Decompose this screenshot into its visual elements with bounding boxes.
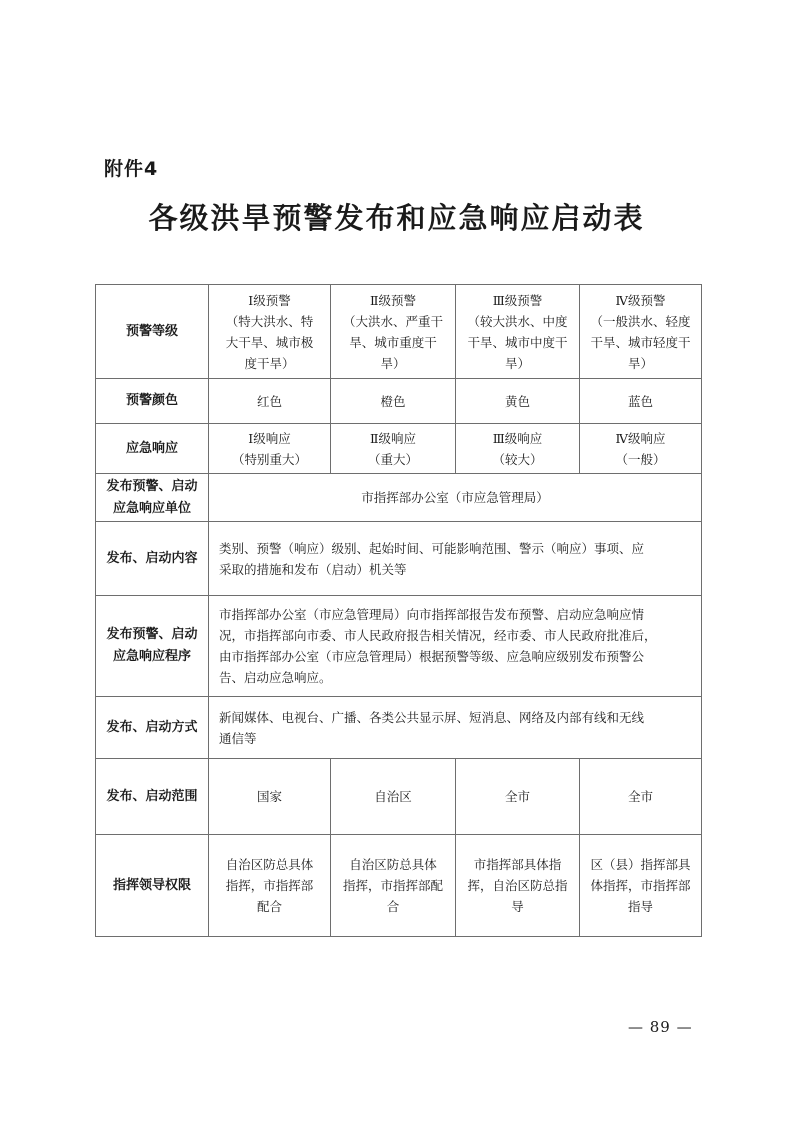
scope-level-3: 全市 bbox=[456, 759, 580, 835]
level-1-line-1: Ⅰ级预警 bbox=[248, 292, 291, 308]
response-4-desc: （一般） bbox=[615, 451, 666, 467]
content-line-1: 类别、预警（响应）级别、起始时间、可能影响范围、警示（响应）事项、应 bbox=[219, 540, 645, 556]
scope-level-2: 自治区 bbox=[331, 759, 456, 835]
page-number: — 89 — bbox=[628, 1018, 693, 1036]
command-level-4 bbox=[580, 835, 702, 937]
level-1-line-2: （特大洪水、特 bbox=[225, 313, 314, 329]
command-4-line-1: 区（县）指挥部具 bbox=[590, 857, 691, 872]
header-procedure bbox=[96, 596, 209, 697]
header-issuing-unit-line-1: 发布预警、启动 bbox=[106, 478, 198, 494]
procedure-line-2: 况，市指挥部向市委、市人民政府报告相关情况，经市委、市人民政府批准后， bbox=[219, 628, 657, 643]
method-line-2: 通信等 bbox=[219, 730, 257, 746]
row-scope bbox=[96, 759, 702, 835]
command-1-line-3: 配合 bbox=[256, 899, 282, 914]
issuing-unit-value: 市指挥部办公室（市应急管理局） bbox=[209, 474, 702, 522]
response-1-desc: （特别重大） bbox=[231, 451, 307, 467]
command-level-1 bbox=[209, 835, 331, 937]
row-content bbox=[96, 522, 702, 596]
color-orange: 橙色 bbox=[331, 379, 456, 424]
annex-label: 附件4 bbox=[104, 158, 159, 180]
header-method: 发布、启动方式 bbox=[96, 697, 209, 759]
command-2-line-1: 自治区防总具体 bbox=[349, 857, 437, 872]
header-scope: 发布、启动范围 bbox=[96, 759, 209, 835]
color-red: 红色 bbox=[209, 379, 331, 424]
level-1-line-4: 度干旱） bbox=[244, 355, 295, 371]
level-4-line-2: （一般洪水、轻度 bbox=[590, 313, 691, 329]
row-issuing-unit bbox=[96, 474, 702, 522]
response-4 bbox=[580, 424, 702, 474]
cell-level-1 bbox=[209, 285, 331, 379]
command-1-line-1: 自治区防总具体 bbox=[225, 857, 314, 872]
level-3-line-2: （较大洪水、中度 bbox=[467, 313, 568, 329]
level-4-line-4: 旱） bbox=[627, 355, 653, 371]
response-4-level: Ⅳ级响应 bbox=[615, 430, 666, 446]
header-procedure-line-2: 应急响应程序 bbox=[112, 649, 191, 664]
level-3-line-1: Ⅲ级预警 bbox=[492, 292, 543, 308]
header-command: 指挥领导权限 bbox=[96, 835, 209, 937]
level-1-line-3: 大干旱、城市极 bbox=[225, 334, 314, 350]
method-line-1: 新闻媒体、电视台、广播、各类公共显示屏、短消息、网络及内部有线和无线 bbox=[219, 709, 645, 725]
level-2-line-4: 旱） bbox=[380, 355, 406, 371]
row-procedure bbox=[96, 596, 702, 697]
row-method bbox=[96, 697, 702, 759]
level-2-line-2: （大洪水、严重干 bbox=[342, 313, 443, 329]
level-2-line-1: Ⅱ级预警 bbox=[370, 292, 416, 308]
response-2-level: Ⅱ级响应 bbox=[370, 430, 416, 446]
row-warning-level bbox=[96, 285, 702, 379]
level-3-line-3: 干旱、城市中度干 bbox=[467, 334, 568, 350]
response-3 bbox=[456, 424, 580, 474]
level-3-line-4: 旱） bbox=[504, 355, 530, 371]
command-3-line-3: 导 bbox=[511, 899, 524, 914]
color-yellow: 黄色 bbox=[456, 379, 580, 424]
response-3-level: Ⅲ级响应 bbox=[492, 430, 543, 446]
content-line-2: 采取的措施和发布（启动）机关等 bbox=[219, 561, 407, 577]
command-4-line-3: 指导 bbox=[627, 899, 653, 914]
row-emergency-response bbox=[96, 424, 702, 474]
command-1-line-2: 指挥，市指挥部 bbox=[225, 878, 314, 893]
response-1-level: Ⅰ级响应 bbox=[248, 430, 291, 446]
command-level-2 bbox=[331, 835, 456, 937]
header-emergency-response: 应急响应 bbox=[96, 424, 209, 474]
level-4-line-3: 干旱、城市轻度干 bbox=[590, 334, 691, 350]
row-warning-color bbox=[96, 379, 702, 424]
command-3-line-1: 市指挥部具体指 bbox=[473, 857, 562, 872]
command-2-line-2: 指挥，市指挥部配 bbox=[342, 878, 443, 893]
level-4-line-1: Ⅳ级预警 bbox=[615, 292, 666, 308]
header-issuing-unit-line-2: 应急响应单位 bbox=[112, 500, 191, 516]
cell-level-3 bbox=[456, 285, 580, 379]
header-issuing-unit bbox=[96, 474, 209, 522]
scope-level-4: 全市 bbox=[580, 759, 702, 835]
header-content: 发布、启动内容 bbox=[96, 522, 209, 596]
response-1 bbox=[209, 424, 331, 474]
content-value bbox=[209, 522, 702, 596]
command-level-3 bbox=[456, 835, 580, 937]
header-procedure-line-1: 发布预警、启动 bbox=[106, 627, 198, 642]
row-command bbox=[96, 835, 702, 937]
header-warning-level: 预警等级 bbox=[96, 285, 209, 379]
procedure-line-4: 告、启动应急响应。 bbox=[219, 670, 332, 685]
procedure-value bbox=[209, 596, 702, 697]
response-2-desc: （重大） bbox=[367, 451, 418, 467]
response-2 bbox=[331, 424, 456, 474]
cell-level-2 bbox=[331, 285, 456, 379]
cell-level-4 bbox=[580, 285, 702, 379]
level-2-line-3: 旱、城市重度干 bbox=[349, 334, 437, 350]
header-warning-color: 预警颜色 bbox=[96, 379, 209, 424]
response-3-desc: （较大） bbox=[492, 451, 543, 467]
page-title: 各级洪旱预警发布和应急响应启动表 bbox=[148, 201, 645, 235]
command-2-line-3: 合 bbox=[386, 899, 400, 914]
color-blue: 蓝色 bbox=[580, 379, 702, 424]
command-3-line-2: 挥，自治区防总指 bbox=[467, 878, 568, 893]
warning-response-table bbox=[95, 284, 702, 937]
procedure-line-1: 市指挥部办公室（市应急管理局）向市指挥部报告发布预警、启动应急响应情 bbox=[219, 607, 645, 622]
command-4-line-2: 体指挥，市指挥部 bbox=[590, 878, 691, 893]
scope-level-1: 国家 bbox=[209, 759, 331, 835]
procedure-line-3: 由市指挥部办公室（市应急管理局）根据预警等级、应急响应级别发布预警公 bbox=[219, 649, 645, 664]
method-value bbox=[209, 697, 702, 759]
